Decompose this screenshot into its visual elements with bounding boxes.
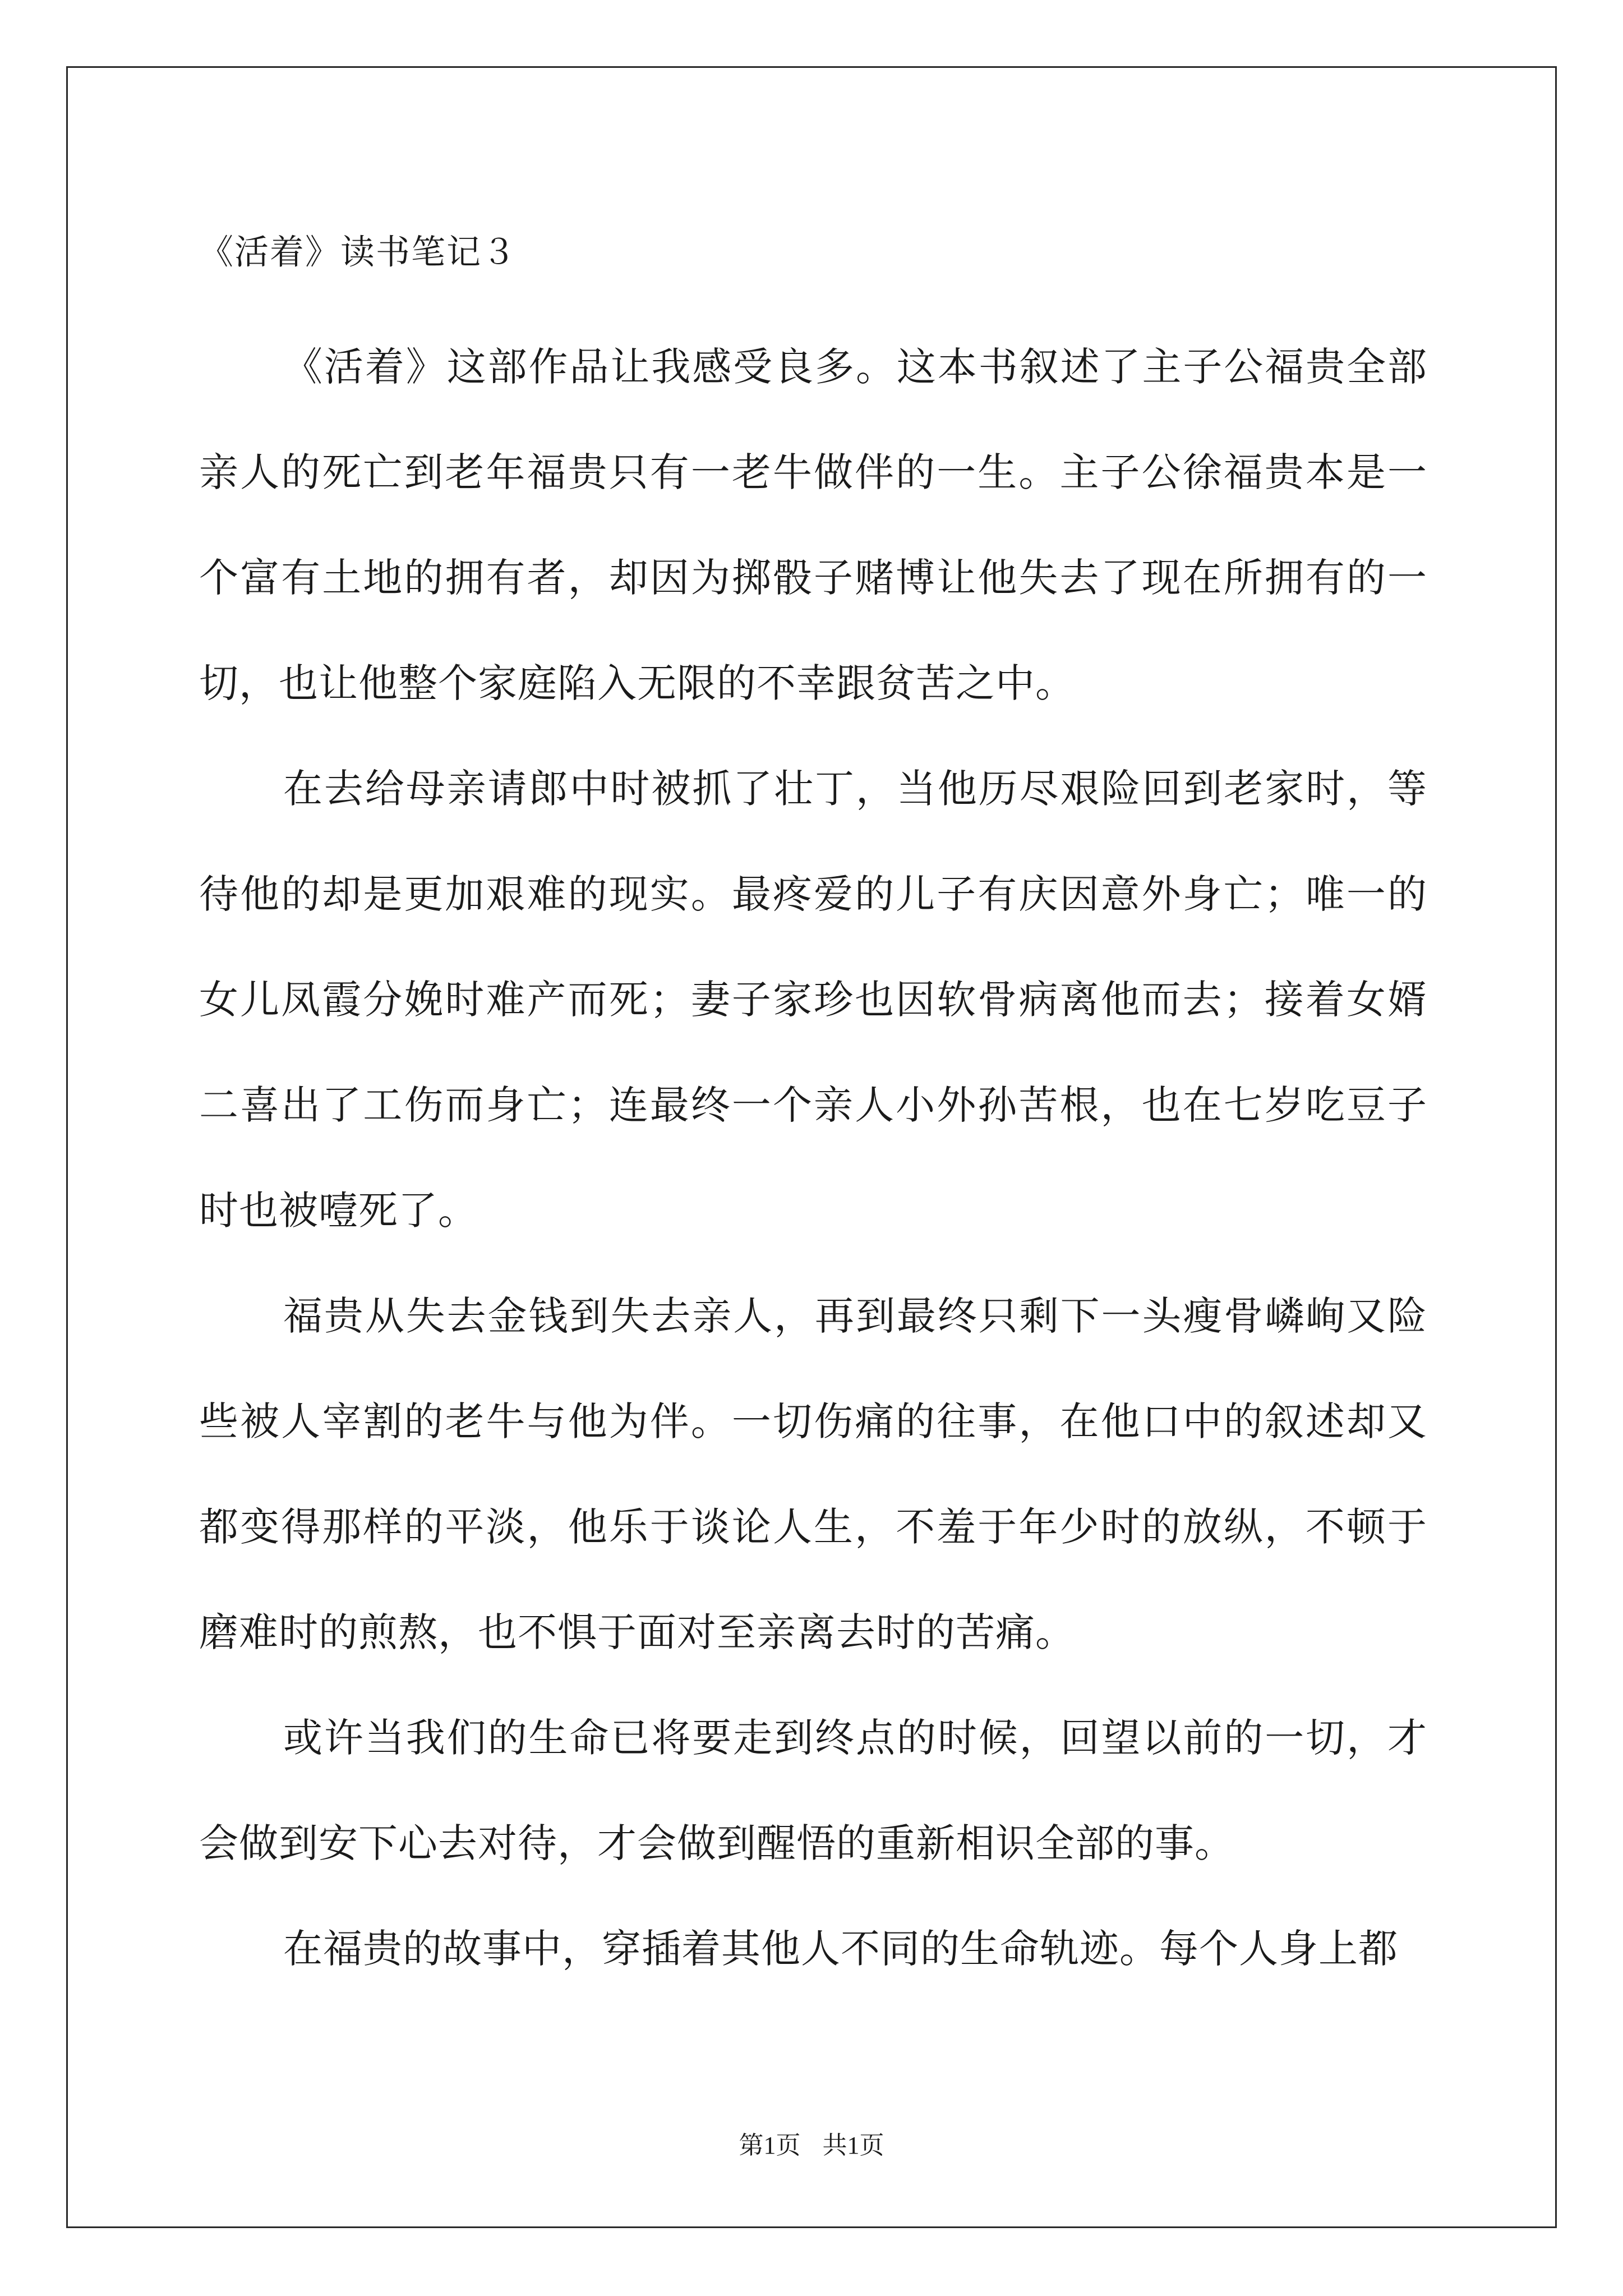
paragraph-2: 在去给母亲请郎中时被抓了壮丁，当他历尽艰险回到老家时，等待他的却是更加艰难的现实。最疼爱的儿子有庆因意外身亡；唯一的女儿凤霞分娩时难产而死；妻子家珍也因软骨病离他而去；接着女婿二喜出了工伤而身亡；连最终一个亲人小外孙苦根，也在七岁吃豆子时也被噎死了。 (199, 766, 1427, 1234)
paragraph-5: 在福贵的故事中，穿插着其他人不同的生命轨迹。每个人身上都 (283, 1926, 1398, 1972)
document-title: 《活着》读书笔记３ (199, 232, 518, 272)
page-footer (0, 2129, 1623, 2162)
paragraph-1: 《活着》这部作品让我感受良多。这本书叙述了主子公福贵全部亲人的死亡到老年福贵只有一老牛做伴的一生。主子公徐福贵本是一个富有土地的拥有者，却因为掷骰子赌博让他失去了现在所拥有的一切，也让他整个家庭陷入无限的不幸跟贫苦之中。 (199, 344, 1427, 706)
page-total: 共1页 (822, 2132, 884, 2159)
document-body (199, 208, 1427, 2001)
paragraph-3: 福贵从失去金钱到失去亲人，再到最终只剩下一头瘦骨嶙峋又险些被人宰割的老牛与他为伴。一切伤痛的往事，在他口中的叙述却又都变得那样的平淡，他乐于谈论人生，不羞于年少时的放纵，不顿于磨难时的煎熬，也不惧于面对至亲离去时的苦痛。 (199, 1293, 1427, 1655)
paragraph-4: 或许当我们的生命已将要走到终点的时候，回望以前的一切，才会做到安下心去对待，才会做到醒悟的重新相识全部的事。 (199, 1715, 1427, 1866)
page-number: 第1页 (739, 2132, 801, 2159)
